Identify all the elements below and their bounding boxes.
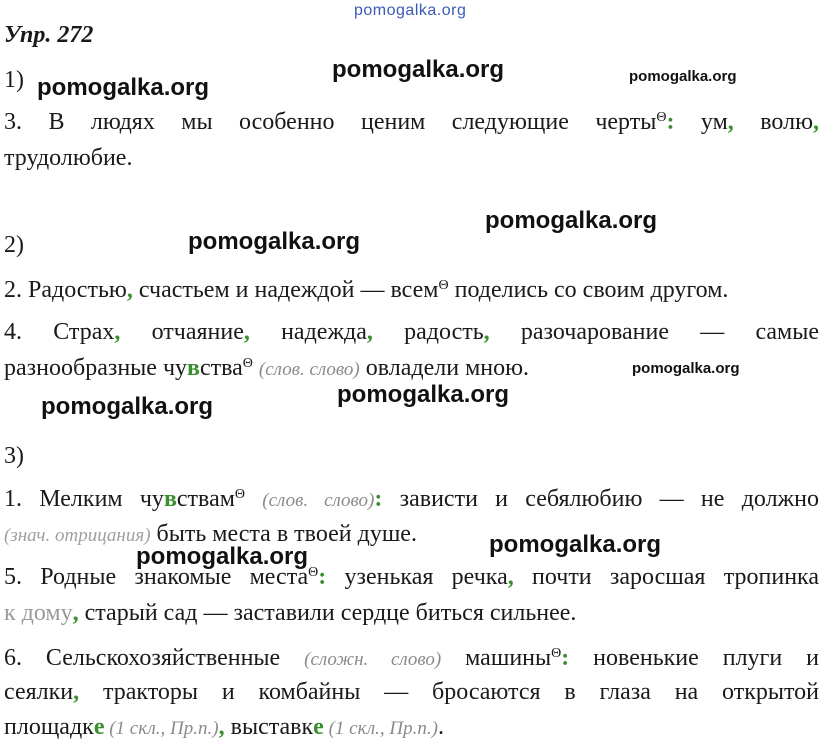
watermark: pomogalka.org <box>629 68 737 85</box>
watermark: pomogalka.org <box>332 56 505 83</box>
sentence-3-5-line2: к дому, старый сад — заставили сердце биться сильнее. <box>4 600 577 626</box>
watermark: pomogalka.org <box>337 381 510 408</box>
section-label-1: 1) <box>4 67 24 93</box>
sentence-2-4-line1: 4. Страх, отчаяние, надежда, радость, разочарование — самые <box>4 319 820 345</box>
watermark: pomogalka.org <box>136 543 309 570</box>
sentence-3-1-line1: 1. Мелким чувствам$^\Theta$ (слов. слово): зависти и себялюбию — не должно <box>4 486 819 512</box>
watermark: pomogalka.org <box>485 207 658 234</box>
sentence-2-4-line2: разнообразные чувства$^\Theta$ (слов. слово) овладели мною. <box>4 355 530 381</box>
sentence-3-6-line3: площадке (1 скл., Пр.п.), выставке (1 скл., Пр.п.). <box>4 714 444 740</box>
sentence-3-5-line1: 5. Родные знакомые места$^\Theta$: узенькая речка, почти заросшая тропинка <box>4 564 819 590</box>
top-watermark: pomogalka.org <box>354 2 467 19</box>
watermark: pomogalka.org <box>632 360 740 377</box>
section-label-3: 3) <box>4 443 24 469</box>
watermark: pomogalka.org <box>188 228 361 255</box>
sentence-2-2: 2. Радостью, счастьем и надеждой — всем$^\Theta$ поделись со своим другом. <box>4 277 729 303</box>
watermark: pomogalka.org <box>41 393 214 420</box>
exercise-title: Упр. 272 <box>4 22 94 48</box>
section-label-2: 2) <box>4 232 24 258</box>
sentence-1-3-line2: трудолюбие. <box>4 145 133 171</box>
watermark: pomogalka.org <box>489 531 662 558</box>
sentence-3-1-line2: (знач. отрицания) быть места в твоей душе. <box>4 521 417 547</box>
sentence-3-6-line2: сеялки, тракторы и комбайны — бросаются в глаза на открытой <box>4 679 819 705</box>
sentence-1-3-line1: 3. В людях мы особенно ценим следующие черты$^\Theta$: ум, волю, <box>4 109 820 135</box>
sentence-3-6-line1: 6. Сельскохозяйственные (сложн. слово) машины$^\Theta$: новенькие плуги и <box>4 645 819 671</box>
watermark: pomogalka.org <box>37 74 210 101</box>
